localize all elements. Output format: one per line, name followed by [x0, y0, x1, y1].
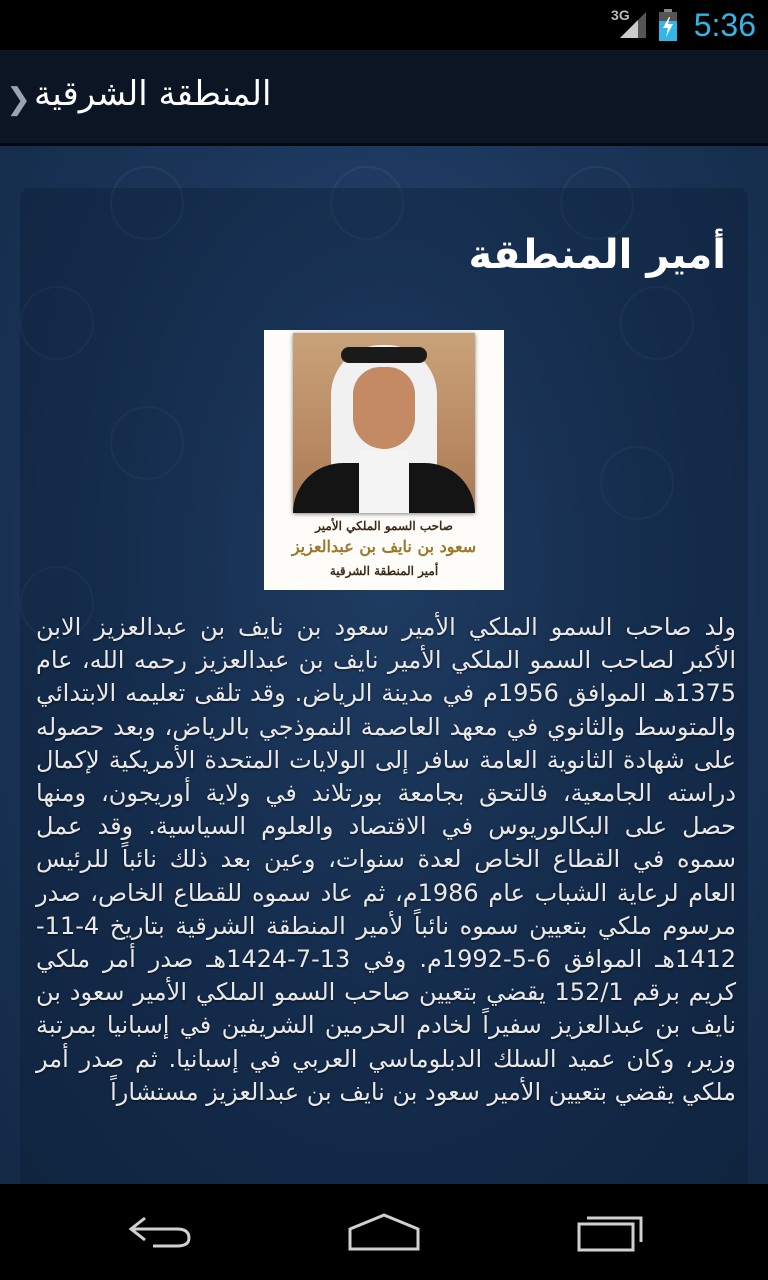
- home-button[interactable]: [324, 1202, 444, 1262]
- status-bar: [0, 0, 768, 50]
- section-heading: أمير المنطقة: [468, 232, 726, 278]
- portrait-caption-name: سعود بن نايف بن عبدالعزيز: [291, 537, 477, 556]
- portrait-photo: [293, 333, 475, 513]
- back-button[interactable]: [100, 1202, 220, 1262]
- network-type-label: 3G: [611, 7, 630, 23]
- navigation-bar: [0, 1184, 768, 1280]
- recents-icon: [575, 1212, 645, 1252]
- status-clock: 5:36: [693, 6, 756, 43]
- content-area[interactable]: [0, 146, 768, 1184]
- recents-button[interactable]: [550, 1202, 670, 1262]
- portrait-caption-title: صاحب السمو الملكي الأمير: [315, 519, 453, 533]
- action-bar: [0, 50, 768, 146]
- status-icons: [589, 0, 756, 50]
- page-title[interactable]: المنطقة الشرقية: [34, 74, 272, 114]
- portrait-card: [264, 330, 504, 590]
- back-icon: [125, 1212, 195, 1252]
- chevron-back-icon[interactable]: ❯: [6, 82, 32, 117]
- portrait-caption-role: أمير المنطقة الشرقية: [329, 564, 439, 578]
- biography-text: ولد صاحب السمو الملكي الأمير سعود بن نايف بن عبدالعزيز الابن الأكبر لصاحب السمو الملكي الأمير نايف بن عبدالعزيز رحمه الله، عام 1375هـ الموافق 1956م في مدينة الرياض. وقد تلقى تعليمه الابتدائي والمتوسط والثانوي في معهد العاصمة النموذجي بالرياض، وبعد حصوله على شهادة الثانوية العامة سافر إلى الولايات المتحدة الأمريكية لإكمال دراسته الجامعية، فالتحق بجامعة بورتلاند في ولاية أوريجون، ومنها حصل على البكالوريوس في الاقتصاد والعلوم السياسية. وقد عمل سموه في القطاع الخاص لعدة سنوات، وعين بعد ذلك نائباً للرئيس العام لرعاية الشباب عام 1986م، ثم عاد سموه للقطاع الخاص، صدر مرسوم ملكي بتعيين سموه نائباً لأمير المنطقة الشرقية بتاريخ 4-11-1412هـ الموافق 6-5-1992م. وفي 13-7-1424هـ صدر أمر ملكي كريم برقم 152/1 يقضي بتعيين صاحب السمو الملكي الأمير سعود بن نايف بن عبدالعزيز سفيراً لخادم الحرمين الشريفين في إسبانيا بمرتبة وزير، وكان عميد السلك الدبلوماسي العربي في إسبانيا. ثم صدر أمر ملكي يقضي بتعيين الأمير سعود بن نايف بن عبدالعزيز مستشاراً: [36, 613, 737, 1106]
- battery-icon: [658, 9, 678, 41]
- home-icon: [346, 1211, 422, 1253]
